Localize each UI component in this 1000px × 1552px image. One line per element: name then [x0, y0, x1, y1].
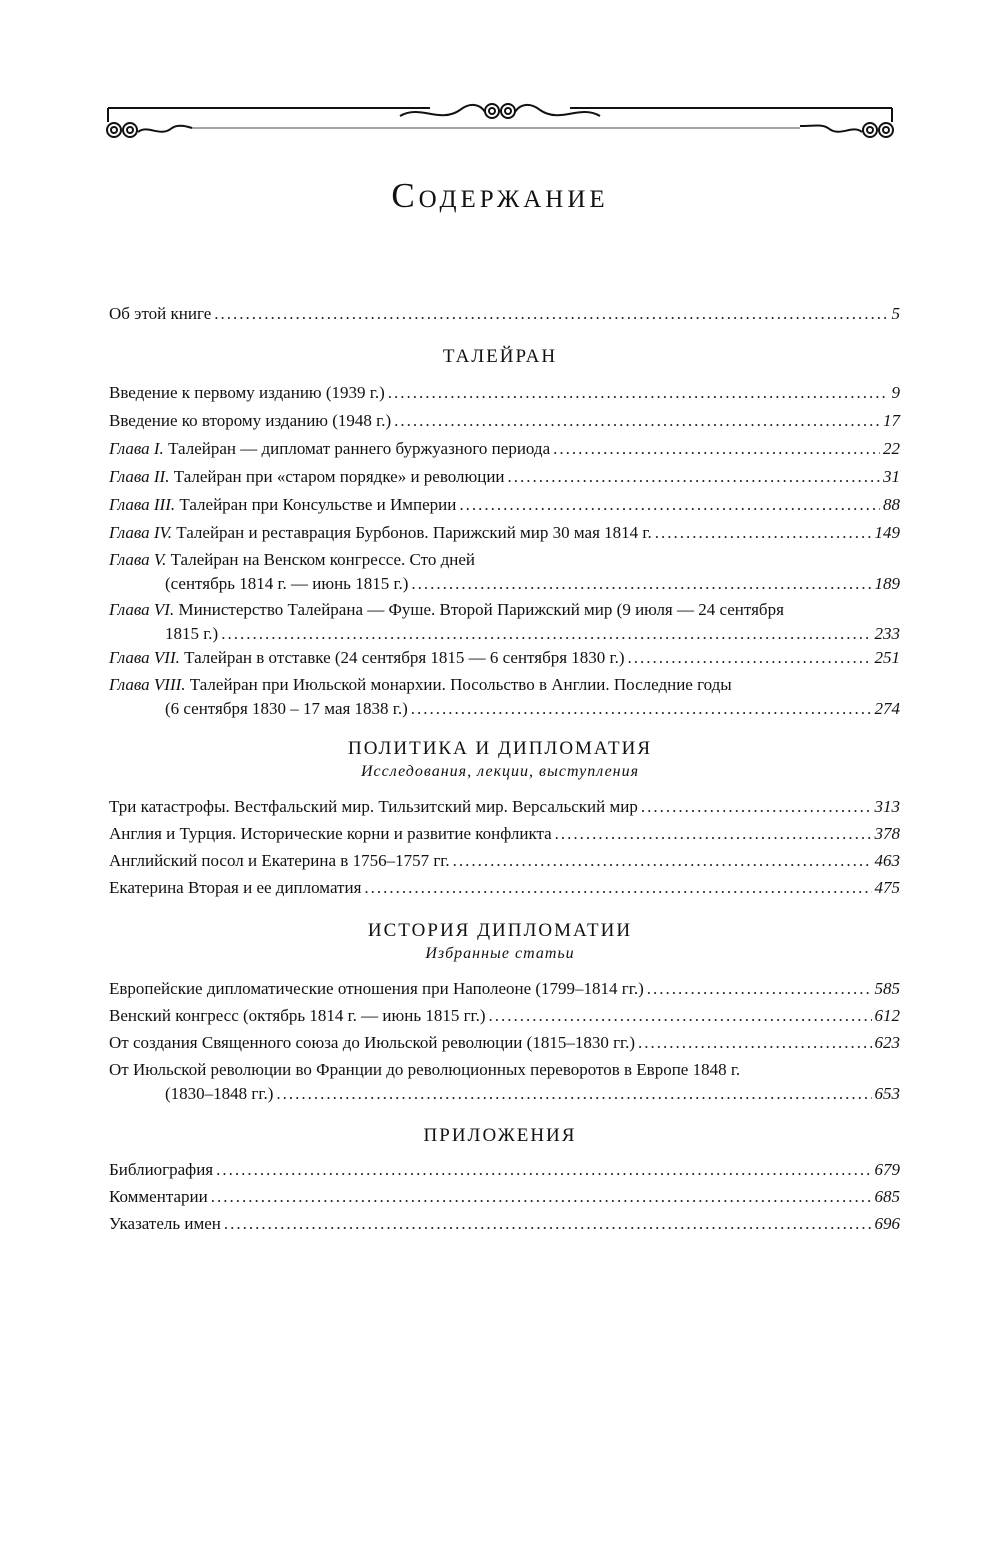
- chapter-label: Глава VIII.: [109, 675, 186, 694]
- leader-dots: [553, 437, 880, 461]
- toc-entry[interactable]: [109, 1212, 900, 1236]
- leader-dots: [216, 1158, 871, 1182]
- toc-entry-text-continued: (1830–1848 гг.): [165, 1084, 274, 1103]
- leader-dots: [214, 302, 888, 326]
- toc-entry[interactable]: [109, 822, 900, 846]
- leader-dots: [508, 465, 880, 489]
- leader-dots: [655, 521, 872, 545]
- toc-entry[interactable]: [109, 598, 900, 646]
- leader-dots: [638, 1031, 871, 1055]
- toc-entry-text: Талейран при Июльской монархии. Посольство в Англии. Последние годы: [189, 675, 732, 694]
- toc-page-number: 653: [874, 1084, 900, 1103]
- toc-entry-text: Английский посол и Екатерина в 1756–1757 гг.: [109, 851, 450, 870]
- toc-entry-text: Англия и Турция. Исторические корни и развитие конфликта: [109, 824, 552, 843]
- toc-entry-text: Екатерина Вторая и ее дипломатия: [109, 878, 362, 897]
- toc-page-number: 612: [874, 1006, 900, 1025]
- section-subheading: Избранные статьи: [425, 945, 575, 962]
- toc-page-number: 475: [874, 878, 900, 897]
- chapter-label: Глава VI.: [109, 600, 175, 619]
- toc-page-number: 17: [883, 411, 900, 430]
- section-heading-appendices: ПРИЛОЖЕНИЯ: [423, 1125, 577, 1146]
- toc-page-number: 88: [883, 495, 900, 514]
- page-title: Содержание: [391, 176, 609, 215]
- toc-entry-text: Введение к первому изданию (1939 г.): [109, 383, 385, 402]
- toc-entry[interactable]: [109, 673, 900, 721]
- toc-entry[interactable]: [109, 1004, 900, 1028]
- toc-page-number: 313: [874, 797, 900, 816]
- toc-page-number: 378: [874, 824, 900, 843]
- chapter-label: Глава I.: [109, 439, 164, 458]
- toc-entry[interactable]: [109, 876, 900, 900]
- toc-page-number: 31: [883, 467, 900, 486]
- chapter-label: Глава IV.: [109, 523, 173, 542]
- toc-entry-text: Талейран при «старом порядке» и революции: [173, 467, 505, 486]
- toc-entry[interactable]: [109, 646, 900, 670]
- toc-page-number: 233: [874, 624, 900, 643]
- toc-page-number: 696: [874, 1214, 900, 1233]
- toc-entry-text: Об этой книге: [109, 304, 212, 323]
- toc-entry-text: Талейран — дипломат раннего буржуазного периода: [168, 439, 551, 458]
- toc-page-number: 623: [874, 1033, 900, 1052]
- toc-page-number: 5: [891, 304, 900, 323]
- toc-entry[interactable]: [109, 437, 900, 461]
- section-heading-history: ИСТОРИЯ ДИПЛОМАТИИ: [367, 920, 633, 941]
- toc-entry-text: Талейран в отставке (24 сентября 1815 — 6 сентября 1830 г.): [184, 648, 625, 667]
- leader-dots: [459, 493, 880, 517]
- leader-dots: [628, 646, 872, 670]
- leader-dots: [388, 381, 889, 405]
- toc-entry-text-continued: (сентябрь 1814 г. — июнь 1815 г.): [165, 574, 409, 593]
- toc-entry-text: Талейран и реставрация Бурбонов. Парижский мир 30 мая 1814 г.: [176, 523, 652, 542]
- toc-entry[interactable]: [109, 493, 900, 517]
- toc-entry-text: Комментарии: [109, 1187, 208, 1206]
- leader-dots: [411, 697, 872, 721]
- toc-entry-text: От Июльской революции во Франции до революционных переворотов в Европе 1848 г.: [109, 1060, 741, 1079]
- chapter-label: Глава II.: [109, 467, 170, 486]
- leader-dots: [364, 876, 871, 900]
- toc-page-number: 22: [883, 439, 900, 458]
- toc-page-number: 9: [891, 383, 900, 402]
- toc-page-number: 585: [874, 979, 900, 998]
- leader-dots: [555, 822, 872, 846]
- toc-entry[interactable]: [109, 849, 900, 873]
- section-subheading: Исследования, лекции, выступления: [360, 763, 640, 780]
- leader-dots: [394, 409, 880, 433]
- chapter-label: Глава V.: [109, 550, 167, 569]
- leader-dots: [211, 1185, 872, 1209]
- toc-entry[interactable]: [109, 465, 900, 489]
- section-heading-talleyrand: ТАЛЕЙРАН: [442, 346, 558, 367]
- toc-page-number: 685: [874, 1187, 900, 1206]
- toc-entry-text: Библиография: [109, 1160, 214, 1179]
- leader-dots: [224, 1212, 872, 1236]
- leader-dots: [489, 1004, 872, 1028]
- toc-entry[interactable]: [109, 409, 900, 433]
- toc-entry-text: Талейран при Консульстве и Империи: [179, 495, 457, 514]
- toc-entry-text: Министерство Талейрана — Фуше. Второй Парижский мир (9 июля — 24 сентября: [178, 600, 784, 619]
- toc-entry-text: От создания Священного союза до Июльской революции (1815–1830 гг.): [109, 1033, 636, 1052]
- toc-entry[interactable]: [109, 521, 900, 545]
- toc-page-number: 149: [874, 523, 900, 542]
- toc-page-number: 463: [874, 851, 900, 870]
- leader-dots: [641, 795, 872, 819]
- toc-page-number: 679: [874, 1160, 900, 1179]
- toc-entry[interactable]: [109, 381, 900, 405]
- toc-entry[interactable]: [109, 977, 900, 1001]
- scroll-ornament-icon: [100, 96, 900, 146]
- chapter-label: Глава VII.: [109, 648, 180, 667]
- toc-entry-text: Указатель имен: [109, 1214, 221, 1233]
- toc-entry-text-continued: (6 сентября 1830 – 17 мая 1838 г.): [165, 699, 408, 718]
- toc-entry[interactable]: [109, 795, 900, 819]
- toc-entry-text: Венский конгресс (октябрь 1814 г. — июнь 1815 гг.): [109, 1006, 486, 1025]
- leader-dots: [453, 849, 872, 873]
- toc-page-number: 251: [874, 648, 900, 667]
- chapter-label: Глава III.: [109, 495, 176, 514]
- toc-entry-text-continued: 1815 г.): [165, 624, 219, 643]
- toc-entry[interactable]: [109, 1158, 900, 1182]
- leader-dots: [647, 977, 872, 1001]
- leader-dots: [411, 572, 871, 596]
- toc-page-number: 274: [874, 699, 900, 718]
- section-heading-politics: ПОЛИТИКА И ДИПЛОМАТИЯ: [347, 738, 652, 759]
- toc-entry[interactable]: [109, 1185, 900, 1209]
- toc-page-number: 189: [874, 574, 900, 593]
- toc-entry-text: Талейран на Венском конгрессе. Сто дней: [170, 550, 476, 569]
- toc-entry-text: Введение ко второму изданию (1948 г.): [109, 411, 392, 430]
- leader-dots: [276, 1082, 871, 1106]
- toc-entry-intro[interactable]: [109, 302, 900, 326]
- toc-entry[interactable]: [109, 1058, 900, 1106]
- toc-entry-text: Три катастрофы. Вестфальский мир. Тильзитский мир. Версальский мир: [109, 797, 638, 816]
- toc-entry[interactable]: [109, 1031, 900, 1055]
- leader-dots: [221, 622, 871, 646]
- toc-entry-text: Европейские дипломатические отношения при Наполеоне (1799–1814 гг.): [109, 979, 644, 998]
- toc-entry[interactable]: [109, 548, 900, 596]
